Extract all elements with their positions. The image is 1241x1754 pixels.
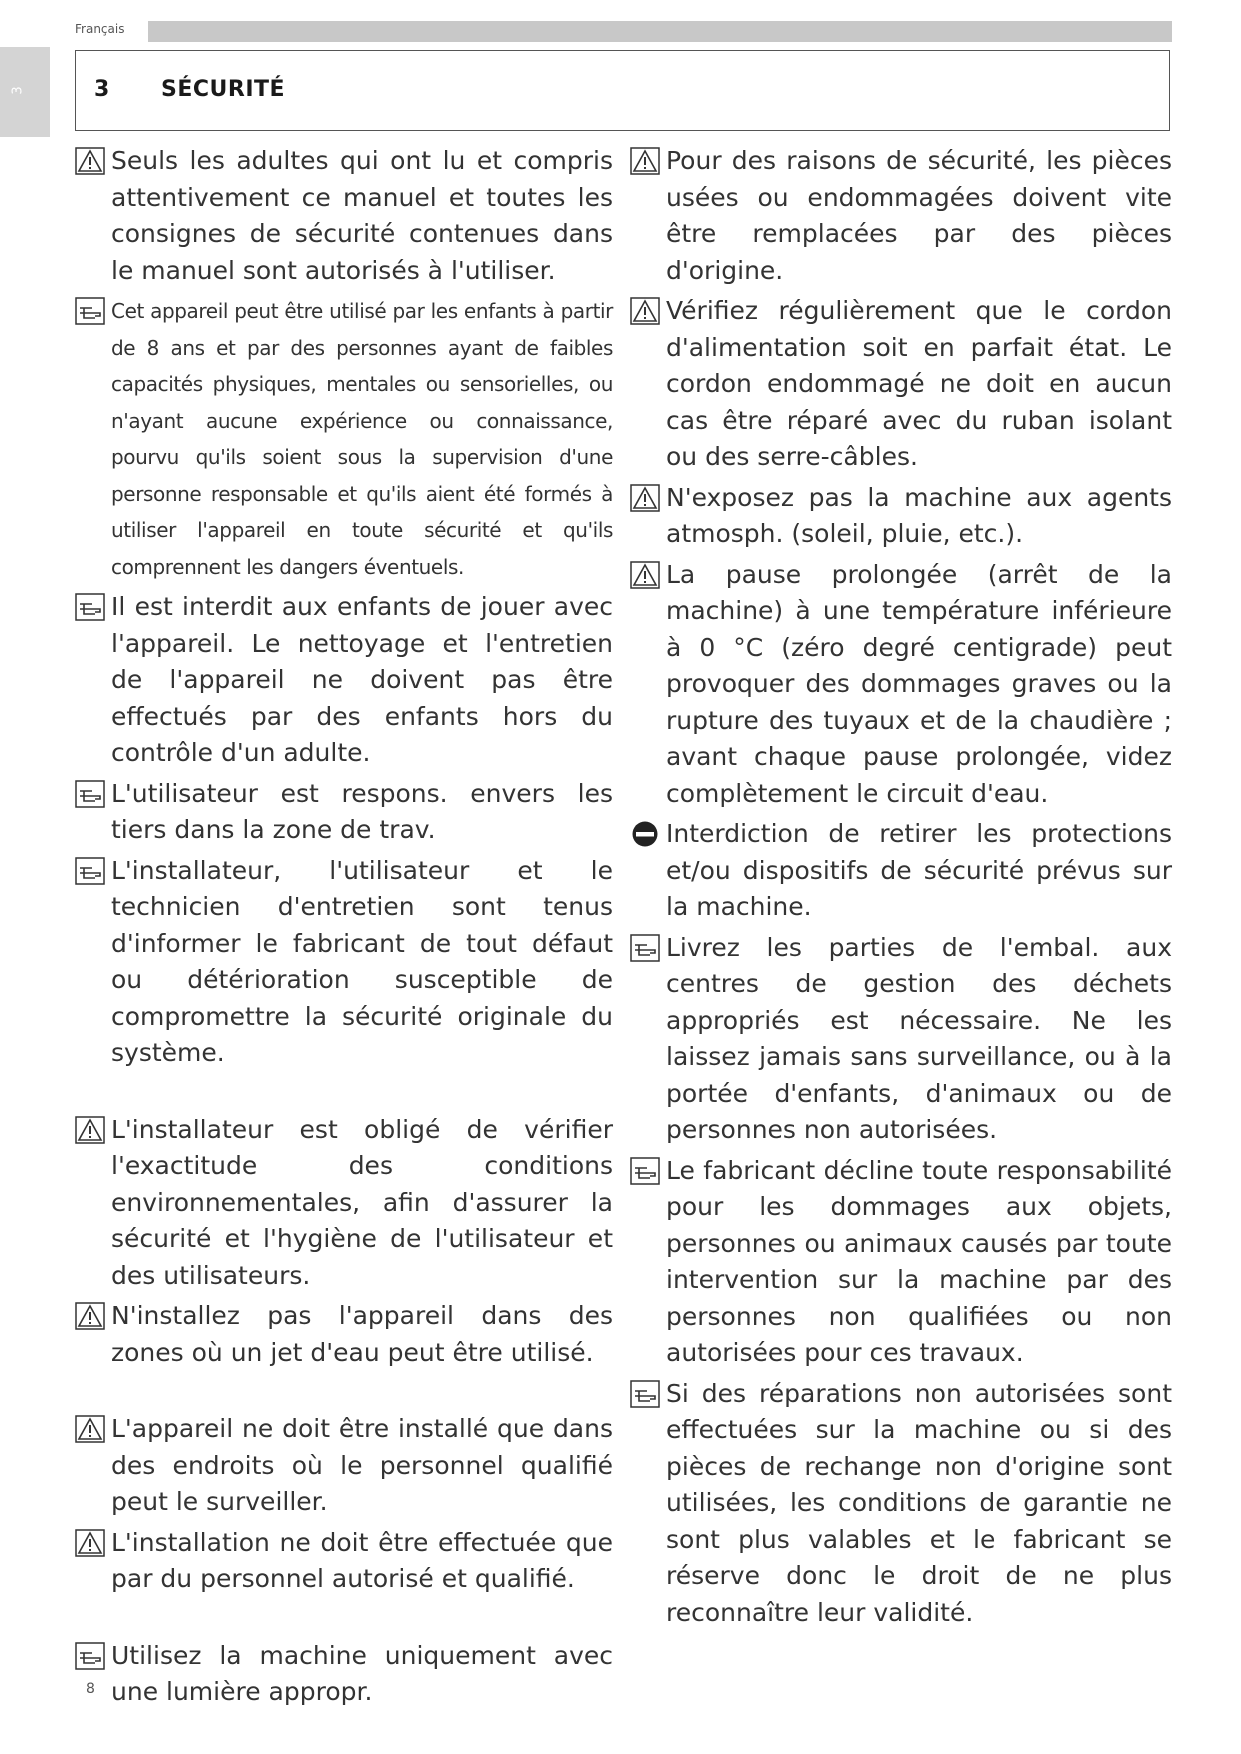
safety-item-text: Livrez les parties de l'embal. aux centres de gestion des déchets appropriés est nécessaire. Ne les laissez jamais sans surveillance, ou à la portée d'enfants, d'animaux ou de personnes non autorisées. bbox=[666, 932, 1172, 1144]
safety-item bbox=[75, 776, 613, 849]
safety-item-text: Seuls les adultes qui ont lu et compris attentivement ce manuel et toutes les consignes de sécurité contenues dans le manuel sont autorisés à l'utiliser. bbox=[111, 146, 613, 285]
safety-item-text: L'installateur est obligé de vérifier l'exactitude des conditions environnementales, afin d'assurer la sécurité et l'hygiène de l'utilisateur et des utilisateurs. bbox=[111, 1114, 613, 1290]
safety-item bbox=[630, 1153, 1172, 1372]
pointing-hand-icon bbox=[630, 934, 660, 962]
safety-item-text: Interdiction de retirer les protections et/ou dispositifs de sécurité prévus sur la machine. bbox=[666, 819, 1172, 921]
safety-item bbox=[75, 1298, 613, 1371]
safety-item-text: L'utilisateur est respons. envers les tiers dans la zone de trav. bbox=[111, 778, 613, 844]
pointing-hand-icon bbox=[75, 857, 105, 885]
safety-item-text: Il est interdit aux enfants de jouer avec l'appareil. Le nettoyage et l'entretien de l'appareil ne doivent pas être effectués par des enfants hors du contrôle d'un adulte. bbox=[111, 592, 613, 767]
language-label: Français bbox=[75, 22, 125, 36]
safety-item-text: La pause prolongée (arrêt de la machine) à une température inférieure à 0 °C (zéro degré centigrade) peut provoquer des dommages graves ou la rupture des tuyaux et de la chaudière ; avant chaque pause prolongée, videz complètement le circuit d'eau. bbox=[666, 559, 1172, 808]
safety-item-text: Si des réparations non autorisées sont effectuées sur la machine ou si des pièces de rechange non d'origine sont utilisées, les conditions de garantie ne sont plus valables et le fabricant se réserve donc le droit de ne plus reconnaître leur validité. bbox=[666, 1378, 1172, 1627]
safety-item bbox=[630, 293, 1172, 476]
right-column bbox=[630, 143, 1172, 1635]
pointing-hand-icon bbox=[75, 297, 105, 325]
warning-triangle-icon bbox=[630, 147, 660, 175]
safety-item bbox=[630, 816, 1172, 926]
safety-item-text: Vérifiez régulièrement que le cordon d'alimentation soit en parfait état. Le cordon endommagé ne doit en aucun cas être réparé avec du ruban isolant ou des serre-câbles. bbox=[666, 296, 1172, 471]
left-column bbox=[75, 143, 613, 1715]
safety-item bbox=[75, 1411, 613, 1521]
safety-item-text: Le fabricant décline toute responsabilité pour les dommages aux objets, personnes ou animaux causés par toute intervention sur la machine par des personnes non qualifiées ou non autorisées pour ces travaux. bbox=[666, 1155, 1172, 1367]
safety-item-text: N'installez pas l'appareil dans des zones où un jet d'eau peut être utilisé. bbox=[111, 1301, 613, 1367]
safety-item-text: Utilisez la machine uniquement avec une lumière appropr. bbox=[111, 1640, 613, 1706]
chapter-tab-number: 3 bbox=[10, 86, 26, 95]
safety-item bbox=[630, 480, 1172, 553]
safety-item bbox=[75, 853, 613, 1072]
warning-triangle-icon bbox=[75, 1302, 105, 1330]
safety-item-text: N'exposez pas la machine aux agents atmosph. (soleil, pluie, etc.). bbox=[666, 482, 1172, 548]
warning-triangle-icon bbox=[75, 147, 105, 175]
safety-item bbox=[630, 557, 1172, 813]
safety-item bbox=[75, 1112, 613, 1295]
safety-item-text: L'appareil ne doit être installé que dans des endroits où le personnel qualifié peut le surveiller. bbox=[111, 1414, 613, 1516]
safety-item-text: L'installation ne doit être effectuée que par du personnel autorisé et qualifié. bbox=[111, 1527, 613, 1593]
prohibition-icon bbox=[630, 820, 660, 848]
pointing-hand-icon bbox=[75, 1642, 105, 1670]
warning-triangle-icon bbox=[630, 561, 660, 589]
safety-item bbox=[75, 589, 613, 772]
safety-item-text: Cet appareil peut être utilisé par les enfants à partir de 8 ans et par des personnes ayant de faibles capacités physiques, mentales ou sensorielles, ou n'ayant aucune expérience ou connaissance, pourvu qu'ils soient sous la supervision d'une personne responsable et qu'ils aient été formés à utiliser l'appareil en toute sécurité et qu'ils comprennent les dangers éventuels. bbox=[111, 299, 613, 579]
safety-item bbox=[630, 143, 1172, 289]
section-title: SÉCURITÉ bbox=[161, 77, 286, 102]
safety-item-text: Pour des raisons de sécurité, les pièces usées ou endommagées doivent vite être remplacées par des pièces d'origine. bbox=[666, 146, 1172, 285]
pointing-hand-icon bbox=[75, 780, 105, 808]
pointing-hand-icon bbox=[630, 1157, 660, 1185]
safety-item bbox=[75, 293, 613, 585]
safety-item bbox=[630, 930, 1172, 1149]
safety-item bbox=[75, 1525, 613, 1598]
warning-triangle-icon bbox=[75, 1529, 105, 1557]
warning-triangle-icon bbox=[75, 1415, 105, 1443]
section-title-box bbox=[75, 50, 1170, 131]
warning-triangle-icon bbox=[75, 1116, 105, 1144]
safety-item bbox=[75, 1638, 613, 1711]
warning-triangle-icon bbox=[630, 484, 660, 512]
section-number: 3 bbox=[94, 77, 110, 102]
pointing-hand-icon bbox=[75, 593, 105, 621]
safety-item bbox=[75, 143, 613, 289]
pointing-hand-icon bbox=[630, 1380, 660, 1408]
chapter-tab bbox=[0, 47, 50, 137]
warning-triangle-icon bbox=[630, 297, 660, 325]
safety-item bbox=[630, 1376, 1172, 1632]
header-bar bbox=[148, 21, 1172, 42]
safety-item-text: L'installateur, l'utilisateur et le technicien d'entretien sont tenus d'informer le fabricant de tout défaut ou détérioration susceptible de compromettre la sécurité originale du système. bbox=[111, 855, 613, 1067]
page-number: 8 bbox=[86, 1681, 95, 1697]
